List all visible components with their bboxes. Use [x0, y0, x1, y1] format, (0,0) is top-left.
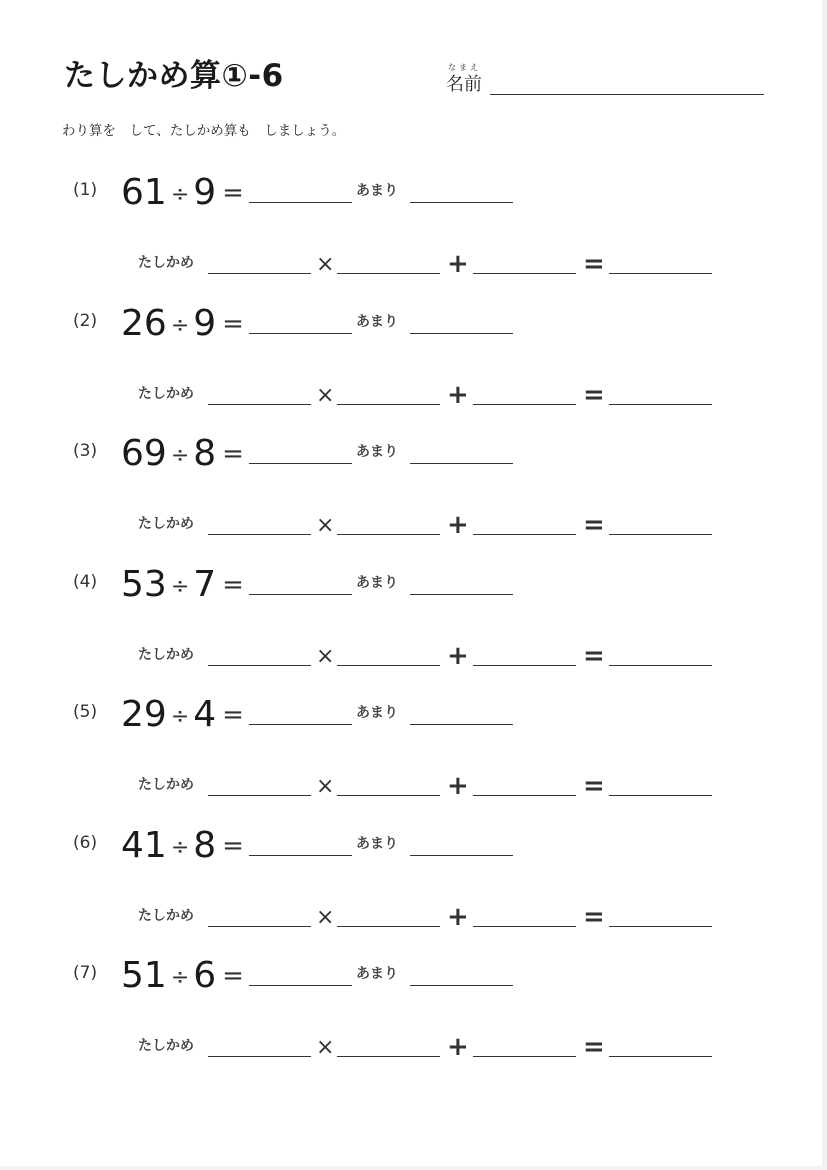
quotient-answer-blank[interactable]	[249, 855, 352, 856]
times-sign: ×	[316, 1035, 335, 1060]
dividend: 41	[121, 824, 167, 866]
check-remainder-blank[interactable]	[473, 404, 576, 405]
check-equals-sign: =	[583, 1032, 605, 1062]
problem-2	[0, 301, 827, 411]
division-equation	[121, 170, 244, 214]
quotient-answer-blank[interactable]	[249, 724, 352, 725]
check-quotient-blank[interactable]	[337, 665, 440, 666]
times-sign: ×	[316, 644, 335, 669]
problem-number: (4)	[73, 572, 98, 592]
problem-number: (3)	[73, 441, 98, 461]
remainder-answer-blank[interactable]	[410, 333, 513, 334]
plus-sign: +	[447, 771, 469, 801]
remainder-answer-blank[interactable]	[410, 202, 513, 203]
plus-sign: +	[447, 380, 469, 410]
check-label: たしかめ	[138, 647, 194, 663]
divisor: 8	[193, 432, 217, 474]
division-equation	[121, 431, 244, 475]
check-label: たしかめ	[138, 386, 194, 402]
check-label: たしかめ	[138, 908, 194, 924]
remainder-label: あまり	[356, 183, 398, 199]
equals-sign: =	[222, 831, 244, 861]
problem-5	[0, 692, 827, 802]
plus-sign: +	[447, 249, 469, 279]
dividend: 61	[121, 171, 167, 213]
problem-number: (2)	[73, 311, 98, 331]
check-result-blank[interactable]	[609, 926, 712, 927]
division-equation	[121, 823, 244, 867]
check-result-blank[interactable]	[609, 1056, 712, 1057]
divide-sign: ÷	[170, 834, 190, 860]
check-quotient-blank[interactable]	[337, 795, 440, 796]
check-remainder-blank[interactable]	[473, 795, 576, 796]
remainder-answer-blank[interactable]	[410, 463, 513, 464]
remainder-label: あまり	[356, 836, 398, 852]
check-equals-sign: =	[583, 902, 605, 932]
times-sign: ×	[316, 774, 335, 799]
check-label: たしかめ	[138, 1038, 194, 1054]
check-result-blank[interactable]	[609, 665, 712, 666]
dividend: 51	[121, 954, 167, 996]
division-equation	[121, 953, 244, 997]
division-equation	[121, 692, 244, 736]
plus-sign: +	[447, 510, 469, 540]
divide-sign: ÷	[170, 964, 190, 990]
quotient-answer-blank[interactable]	[249, 202, 352, 203]
check-quotient-blank[interactable]	[337, 273, 440, 274]
dividend: 53	[121, 563, 167, 605]
remainder-label: あまり	[356, 444, 398, 460]
check-divisor-blank[interactable]	[208, 1056, 311, 1057]
dividend: 69	[121, 432, 167, 474]
quotient-answer-blank[interactable]	[249, 594, 352, 595]
check-remainder-blank[interactable]	[473, 665, 576, 666]
divisor: 9	[193, 302, 217, 344]
times-sign: ×	[316, 252, 335, 277]
check-equals-sign: =	[583, 249, 605, 279]
problem-number: (5)	[73, 702, 98, 722]
plus-sign: +	[447, 641, 469, 671]
divide-sign: ÷	[170, 703, 190, 729]
equals-sign: =	[222, 178, 244, 208]
remainder-answer-blank[interactable]	[410, 985, 513, 986]
equals-sign: =	[222, 961, 244, 991]
check-result-blank[interactable]	[609, 273, 712, 274]
equals-sign: =	[222, 700, 244, 730]
check-divisor-blank[interactable]	[208, 665, 311, 666]
check-divisor-blank[interactable]	[208, 404, 311, 405]
name-ruby: なまえ	[448, 63, 481, 72]
problem-number: (7)	[73, 963, 98, 983]
check-label: たしかめ	[138, 255, 194, 271]
divide-sign: ÷	[170, 312, 190, 338]
remainder-label: あまり	[356, 314, 398, 330]
check-label: たしかめ	[138, 777, 194, 793]
check-divisor-blank[interactable]	[208, 534, 311, 535]
check-divisor-blank[interactable]	[208, 926, 311, 927]
check-result-blank[interactable]	[609, 795, 712, 796]
check-equals-sign: =	[583, 510, 605, 540]
divide-sign: ÷	[170, 442, 190, 468]
problem-1	[0, 170, 827, 280]
times-sign: ×	[316, 383, 335, 408]
check-remainder-blank[interactable]	[473, 273, 576, 274]
remainder-label: あまり	[356, 966, 398, 982]
remainder-answer-blank[interactable]	[410, 855, 513, 856]
divisor: 7	[193, 563, 217, 605]
check-remainder-blank[interactable]	[473, 534, 576, 535]
plus-sign: +	[447, 1032, 469, 1062]
check-quotient-blank[interactable]	[337, 926, 440, 927]
division-equation	[121, 562, 244, 606]
dividend: 29	[121, 693, 167, 735]
check-quotient-blank[interactable]	[337, 404, 440, 405]
equals-sign: =	[222, 309, 244, 339]
remainder-answer-blank[interactable]	[410, 724, 513, 725]
problem-4	[0, 562, 827, 672]
plus-sign: +	[447, 902, 469, 932]
equals-sign: =	[222, 570, 244, 600]
check-remainder-blank[interactable]	[473, 926, 576, 927]
name-field	[446, 62, 766, 98]
check-equals-sign: =	[583, 641, 605, 671]
times-sign: ×	[316, 905, 335, 930]
check-equals-sign: =	[583, 771, 605, 801]
check-result-blank[interactable]	[609, 404, 712, 405]
problem-number: (1)	[73, 180, 98, 200]
quotient-answer-blank[interactable]	[249, 463, 352, 464]
check-equals-sign: =	[583, 380, 605, 410]
equals-sign: =	[222, 439, 244, 469]
problem-3	[0, 431, 827, 541]
page-title: たしかめ算①-6	[64, 58, 284, 94]
remainder-answer-blank[interactable]	[410, 594, 513, 595]
dividend: 26	[121, 302, 167, 344]
divide-sign: ÷	[170, 181, 190, 207]
divisor: 9	[193, 171, 217, 213]
page-edge	[0, 1166, 827, 1170]
remainder-label: あまり	[356, 705, 398, 721]
remainder-label: あまり	[356, 575, 398, 591]
divisor: 6	[193, 954, 217, 996]
division-equation	[121, 301, 244, 345]
divisor: 8	[193, 824, 217, 866]
problem-6	[0, 823, 827, 933]
quotient-answer-blank[interactable]	[249, 333, 352, 334]
times-sign: ×	[316, 513, 335, 538]
name-input-line[interactable]	[490, 94, 764, 95]
check-quotient-blank[interactable]	[337, 1056, 440, 1057]
problem-number: (6)	[73, 833, 98, 853]
divisor: 4	[193, 693, 217, 735]
problem-7	[0, 953, 827, 1063]
instruction-text: わり算を して、たしかめ算も しましょう。	[62, 123, 346, 139]
quotient-answer-blank[interactable]	[249, 985, 352, 986]
check-divisor-blank[interactable]	[208, 795, 311, 796]
check-result-blank[interactable]	[609, 534, 712, 535]
check-divisor-blank[interactable]	[208, 273, 311, 274]
divide-sign: ÷	[170, 573, 190, 599]
check-label: たしかめ	[138, 516, 194, 532]
name-label: 名前	[446, 74, 482, 95]
check-quotient-blank[interactable]	[337, 534, 440, 535]
check-remainder-blank[interactable]	[473, 1056, 576, 1057]
